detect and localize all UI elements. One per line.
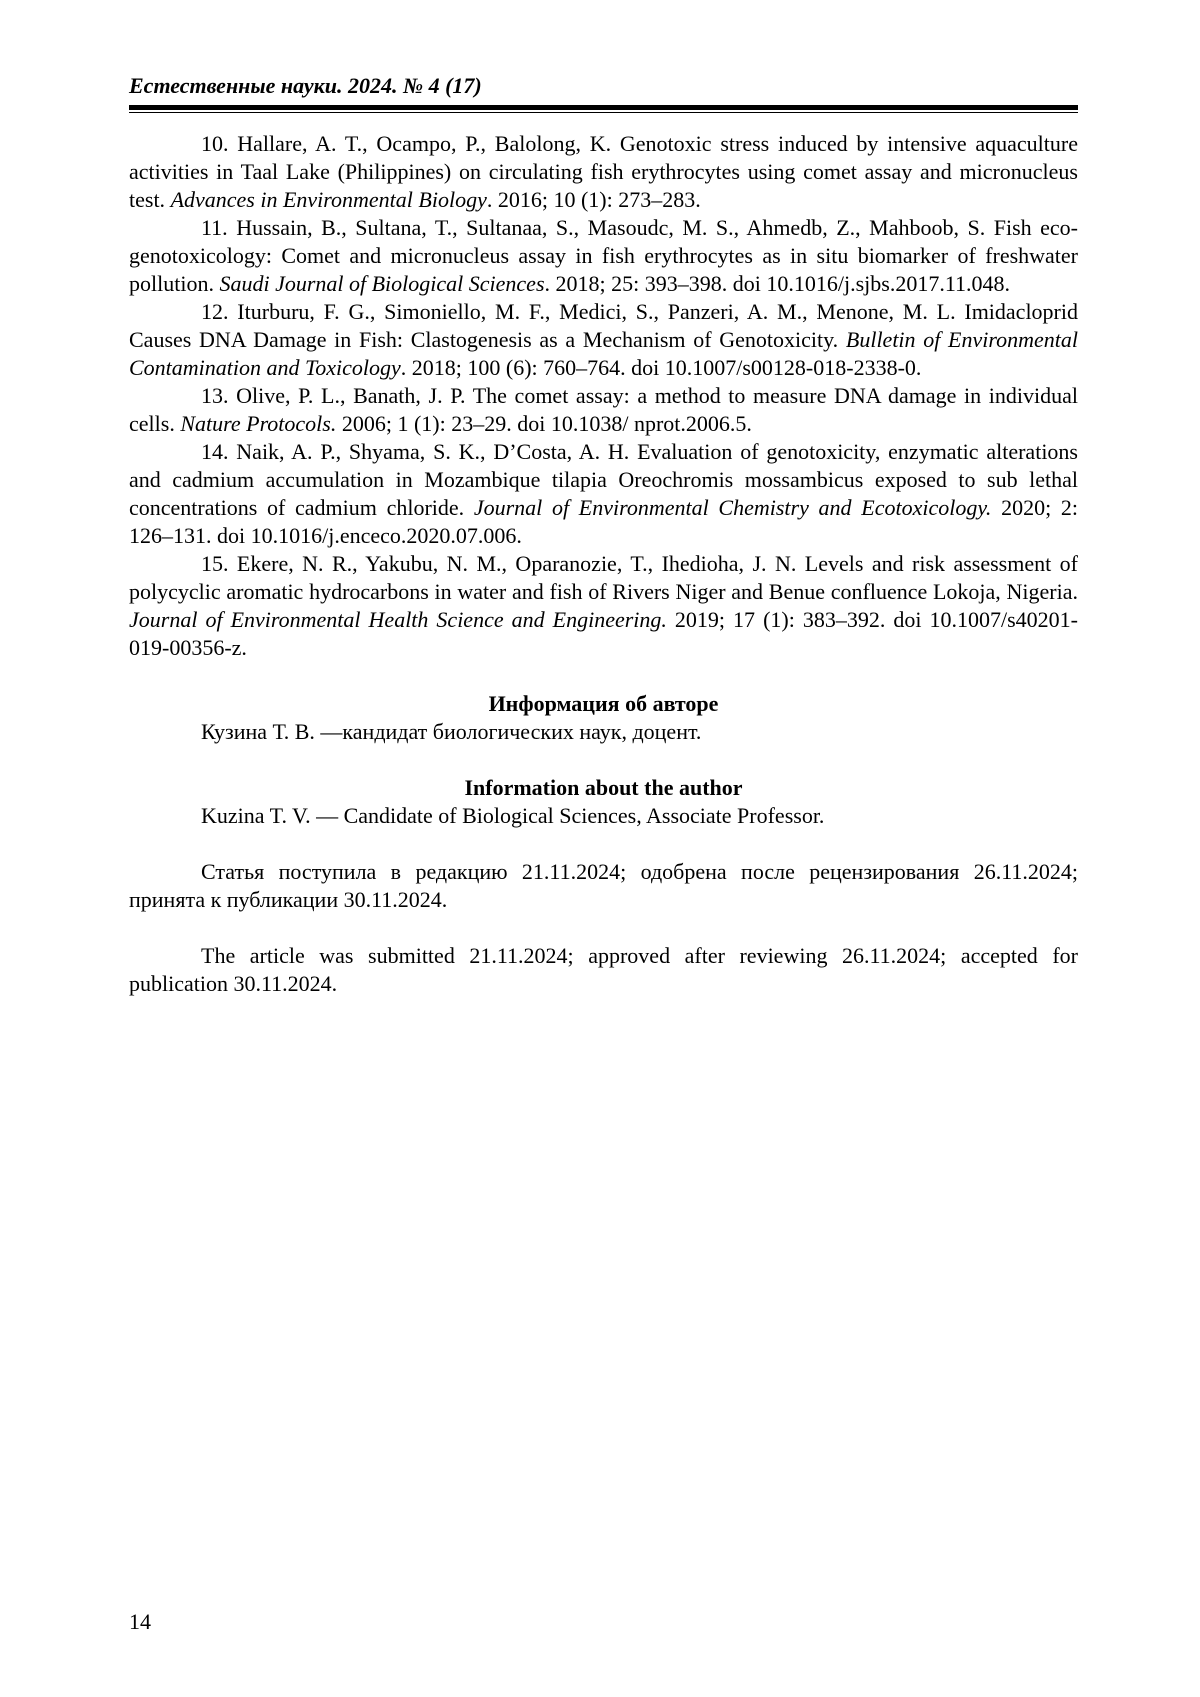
reference-item	[129, 382, 1078, 438]
spacer	[129, 662, 1078, 690]
author-info-heading-en: Information about the author	[464, 775, 743, 800]
page-number: 14	[129, 1609, 151, 1634]
spacer	[129, 914, 1078, 942]
reference-journal: Bulletin of Environmental Contamination and Toxicology	[129, 327, 1078, 380]
reference-details: 2020; 2: 126–131. doi 10.1016/j.enceco.2020.07.006.	[129, 495, 1078, 548]
author-info-heading-ru: Информация об авторе	[488, 691, 719, 716]
author-info-text-en: Kuzina T. V. — Candidate of Biological Sciences, Associate Professor.	[201, 803, 825, 828]
reference-text: 12. Iturburu, F. G., Simoniello, M. F., Medici, S., Panzeri, A. M., Menone, M. L. Imidacloprid Causes DNA Damage in Fish: Clastogenesis as a Mechanism of Genotoxicity.	[129, 299, 1078, 352]
reference-text: 11. Hussain, B., Sultana, T., Sultanaa, S., Masoudc, M. S., Ahmedb, Z., Mahboob, S. Fish eco-genotoxicology: Comet and micronucleus assay in fish erythrocytes as in situ biomarker of freshwater pollution.	[129, 215, 1078, 296]
header-rule-thin	[129, 112, 1078, 113]
article-dates-en: The article was submitted 21.11.2024; approved after reviewing 26.11.2024; accepted for publication 30.11.2024.	[129, 943, 1078, 996]
reference-journal: Nature Protocols.	[180, 411, 337, 436]
reference-details: . 2018; 25: 393–398. doi 10.1016/j.sjbs.2017.11.048.	[544, 271, 1010, 296]
journal-title: Естественные науки. 2024. № 4 (17)	[129, 73, 482, 98]
reference-details: 2019; 17 (1): 383–392. doi 10.1007/s40201-019-00356-z.	[129, 607, 1078, 660]
reference-journal: Journal of Environmental Chemistry and Ecotoxicology.	[473, 495, 992, 520]
reference-details: . 2016; 10 (1): 273–283.	[486, 187, 701, 212]
running-header	[129, 74, 1078, 113]
reference-item	[129, 214, 1078, 298]
reference-text: 14. Naik, A. P., Shyama, S. K., D’Costa, A. H. Evaluation of genotoxicity, enzymatic alterations and cadmium accumulation in Mozambique tilapia Oreochromis mossambicus exposed to sub lethal concentrations of cadmium chloride.	[129, 439, 1078, 520]
reference-item	[129, 298, 1078, 382]
reference-journal: Advances in Environmental Biology	[170, 187, 487, 212]
reference-details: . 2018; 100 (6): 760–764. doi 10.1007/s00128-018-2338-0.	[400, 355, 922, 380]
spacer	[129, 830, 1078, 858]
reference-item	[129, 130, 1078, 214]
header-rule-thick	[129, 105, 1078, 110]
reference-item	[129, 550, 1078, 662]
reference-text: 10. Hallare, A. T., Ocampo, P., Balolong, K. Genotoxic stress induced by intensive aquaculture activities in Taal Lake (Philippines) on circulating fish erythrocytes using comet assay and micronucleus test.	[129, 131, 1078, 212]
reference-journal: Journal of Environmental Health Science and Engineering.	[129, 607, 667, 632]
article-dates-ru: Статья поступила в редакцию 21.11.2024; одобрена после рецензирования 26.11.2024; принята к публикации 30.11.2024.	[129, 859, 1078, 912]
reference-text: 13. Olive, P. L., Banath, J. P. The comet assay: a method to measure DNA damage in individual cells.	[129, 383, 1078, 436]
reference-text: 15. Ekere, N. R., Yakubu, N. M., Oparanozie, T., Ihedioha, J. N. Levels and risk assessment of polycyclic aromatic hydrocarbons in water and fish of Rivers Niger and Benue confluence Lokoja, Nigeria.	[129, 551, 1078, 604]
reference-list	[129, 130, 1078, 662]
page-body	[129, 130, 1078, 998]
author-info-text-ru: Кузина Т. В. —кандидат биологических наук, доцент.	[201, 719, 702, 744]
spacer	[129, 746, 1078, 774]
reference-item	[129, 438, 1078, 550]
reference-details: 2006; 1 (1): 23–29. doi 10.1038/ nprot.2006.5.	[336, 411, 752, 436]
reference-journal: Saudi Journal of Biological Sciences	[219, 271, 545, 296]
